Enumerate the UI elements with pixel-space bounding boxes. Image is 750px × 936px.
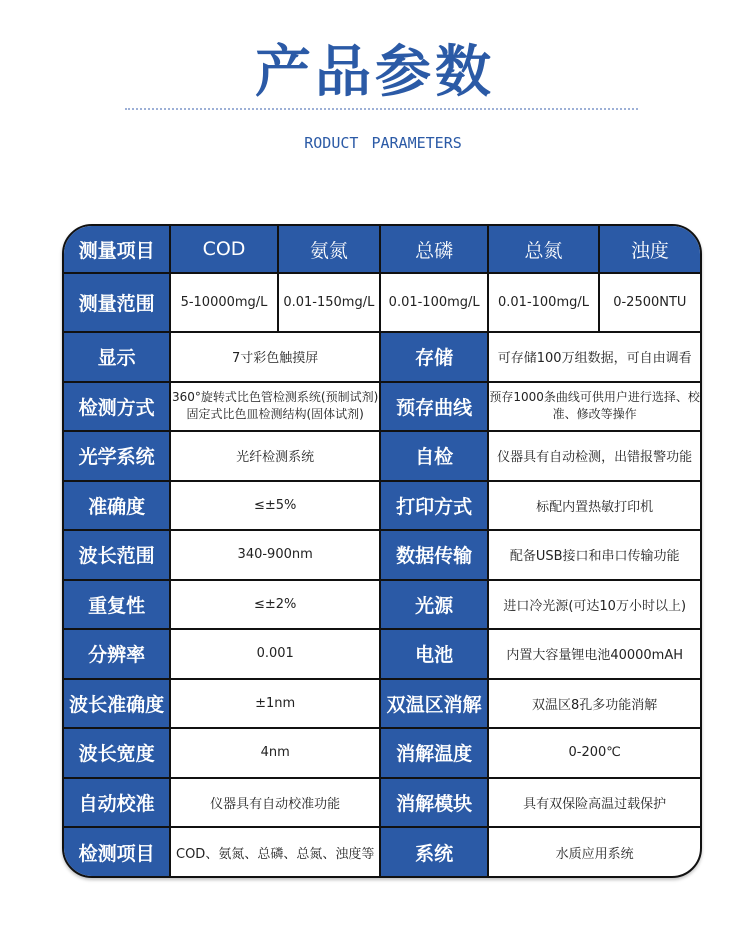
param-label: 电池: [381, 630, 489, 678]
param-label: 打印方式: [381, 482, 489, 530]
row-label: 测量范围: [64, 274, 171, 331]
table-row: [64, 630, 700, 680]
param-label: 消解模块: [381, 779, 489, 827]
item-turbidity: 浊度: [600, 226, 700, 272]
item-tn: 总氮: [489, 226, 599, 272]
param-label: 重复性: [64, 581, 171, 629]
param-value: ≤±5%: [171, 482, 381, 530]
param-value: 配备USB接口和串口传输功能: [509, 549, 680, 565]
range-tn: 0.01-100mg/L: [489, 274, 599, 331]
table-row: [64, 581, 700, 631]
param-value: 0.001: [171, 630, 381, 678]
param-label: 预存曲线: [381, 383, 489, 431]
item-tp: 总磷: [381, 226, 489, 272]
param-value: ±1nm: [171, 680, 381, 728]
param-value: COD、氨氮、总磷、总氮、浊度等: [171, 828, 381, 878]
param-value: 0-200℃: [568, 745, 621, 761]
table-row: [64, 333, 700, 383]
range-ammonia: 0.01-150mg/L: [279, 274, 381, 331]
param-label: 准确度: [64, 482, 171, 530]
param-label: 分辨率: [64, 630, 171, 678]
table-row-range: [64, 274, 700, 333]
item-ammonia: 氨氮: [279, 226, 381, 272]
table-row: [64, 729, 700, 779]
param-value: 水质应用系统: [555, 847, 634, 863]
param-label: 波长范围: [64, 531, 171, 579]
param-label: 存储: [381, 333, 489, 381]
param-value: 4nm: [171, 729, 381, 777]
param-value: 7寸彩色触摸屏: [171, 333, 381, 381]
table-row-items: [64, 226, 700, 274]
range-cod: 5-10000mg/L: [171, 274, 278, 331]
param-value: 预存1000条曲线可供用户进行选择、校准、修改等操作: [489, 390, 700, 422]
param-label: 波长宽度: [64, 729, 171, 777]
table-row: [64, 482, 700, 532]
param-label: 自检: [381, 432, 489, 480]
range-tp: 0.01-100mg/L: [381, 274, 489, 331]
table-row: [64, 779, 700, 829]
param-label: 检测方式: [64, 383, 171, 431]
param-value: 具有双保险高温过载保护: [523, 796, 667, 812]
param-value: 光纤检测系统: [171, 432, 381, 480]
table-row: [64, 680, 700, 730]
divider: [125, 108, 638, 110]
param-value: 340-900nm: [171, 531, 381, 579]
param-value: 双温区8孔多功能消解: [532, 697, 658, 713]
param-value: 仪器具有自动校准功能: [171, 779, 381, 827]
table-row: [64, 828, 700, 878]
param-value: 内置大容量锂电池40000mAH: [506, 648, 684, 664]
table-row: [64, 432, 700, 482]
param-label: 数据传输: [381, 531, 489, 579]
param-label: 光源: [381, 581, 489, 629]
page-subtitle: RODUCT PARAMETERS: [304, 134, 462, 152]
param-value: 标配内置热敏打印机: [536, 499, 654, 515]
param-value: 进口冷光源(可达10万小时以上): [503, 598, 687, 614]
param-label: 显示: [64, 333, 171, 381]
page-title: 产品参数: [255, 39, 495, 105]
parameters-table: [62, 224, 702, 878]
param-label: 消解温度: [381, 729, 489, 777]
param-label: 波长准确度: [64, 680, 171, 728]
param-label: 系统: [381, 828, 489, 878]
param-label: 双温区消解: [381, 680, 489, 728]
param-label: 自动校准: [64, 779, 171, 827]
param-value: ≤±2%: [171, 581, 381, 629]
item-cod: COD: [171, 226, 278, 272]
range-turbidity: 0-2500NTU: [613, 295, 687, 310]
param-label: 检测项目: [64, 828, 171, 878]
param-label: 光学系统: [64, 432, 171, 480]
param-value: 仪器具有自动检测，出错报警功能: [497, 450, 693, 466]
table-row: [64, 383, 700, 433]
param-value: 可存储100万组数据，可自由调看: [497, 351, 692, 367]
param-value: 360°旋转式比色管检测系统(预制试剂) 固定式比色皿检测结构(固体试剂): [171, 383, 381, 431]
table-row: [64, 531, 700, 581]
row-label: 测量项目: [64, 226, 171, 272]
